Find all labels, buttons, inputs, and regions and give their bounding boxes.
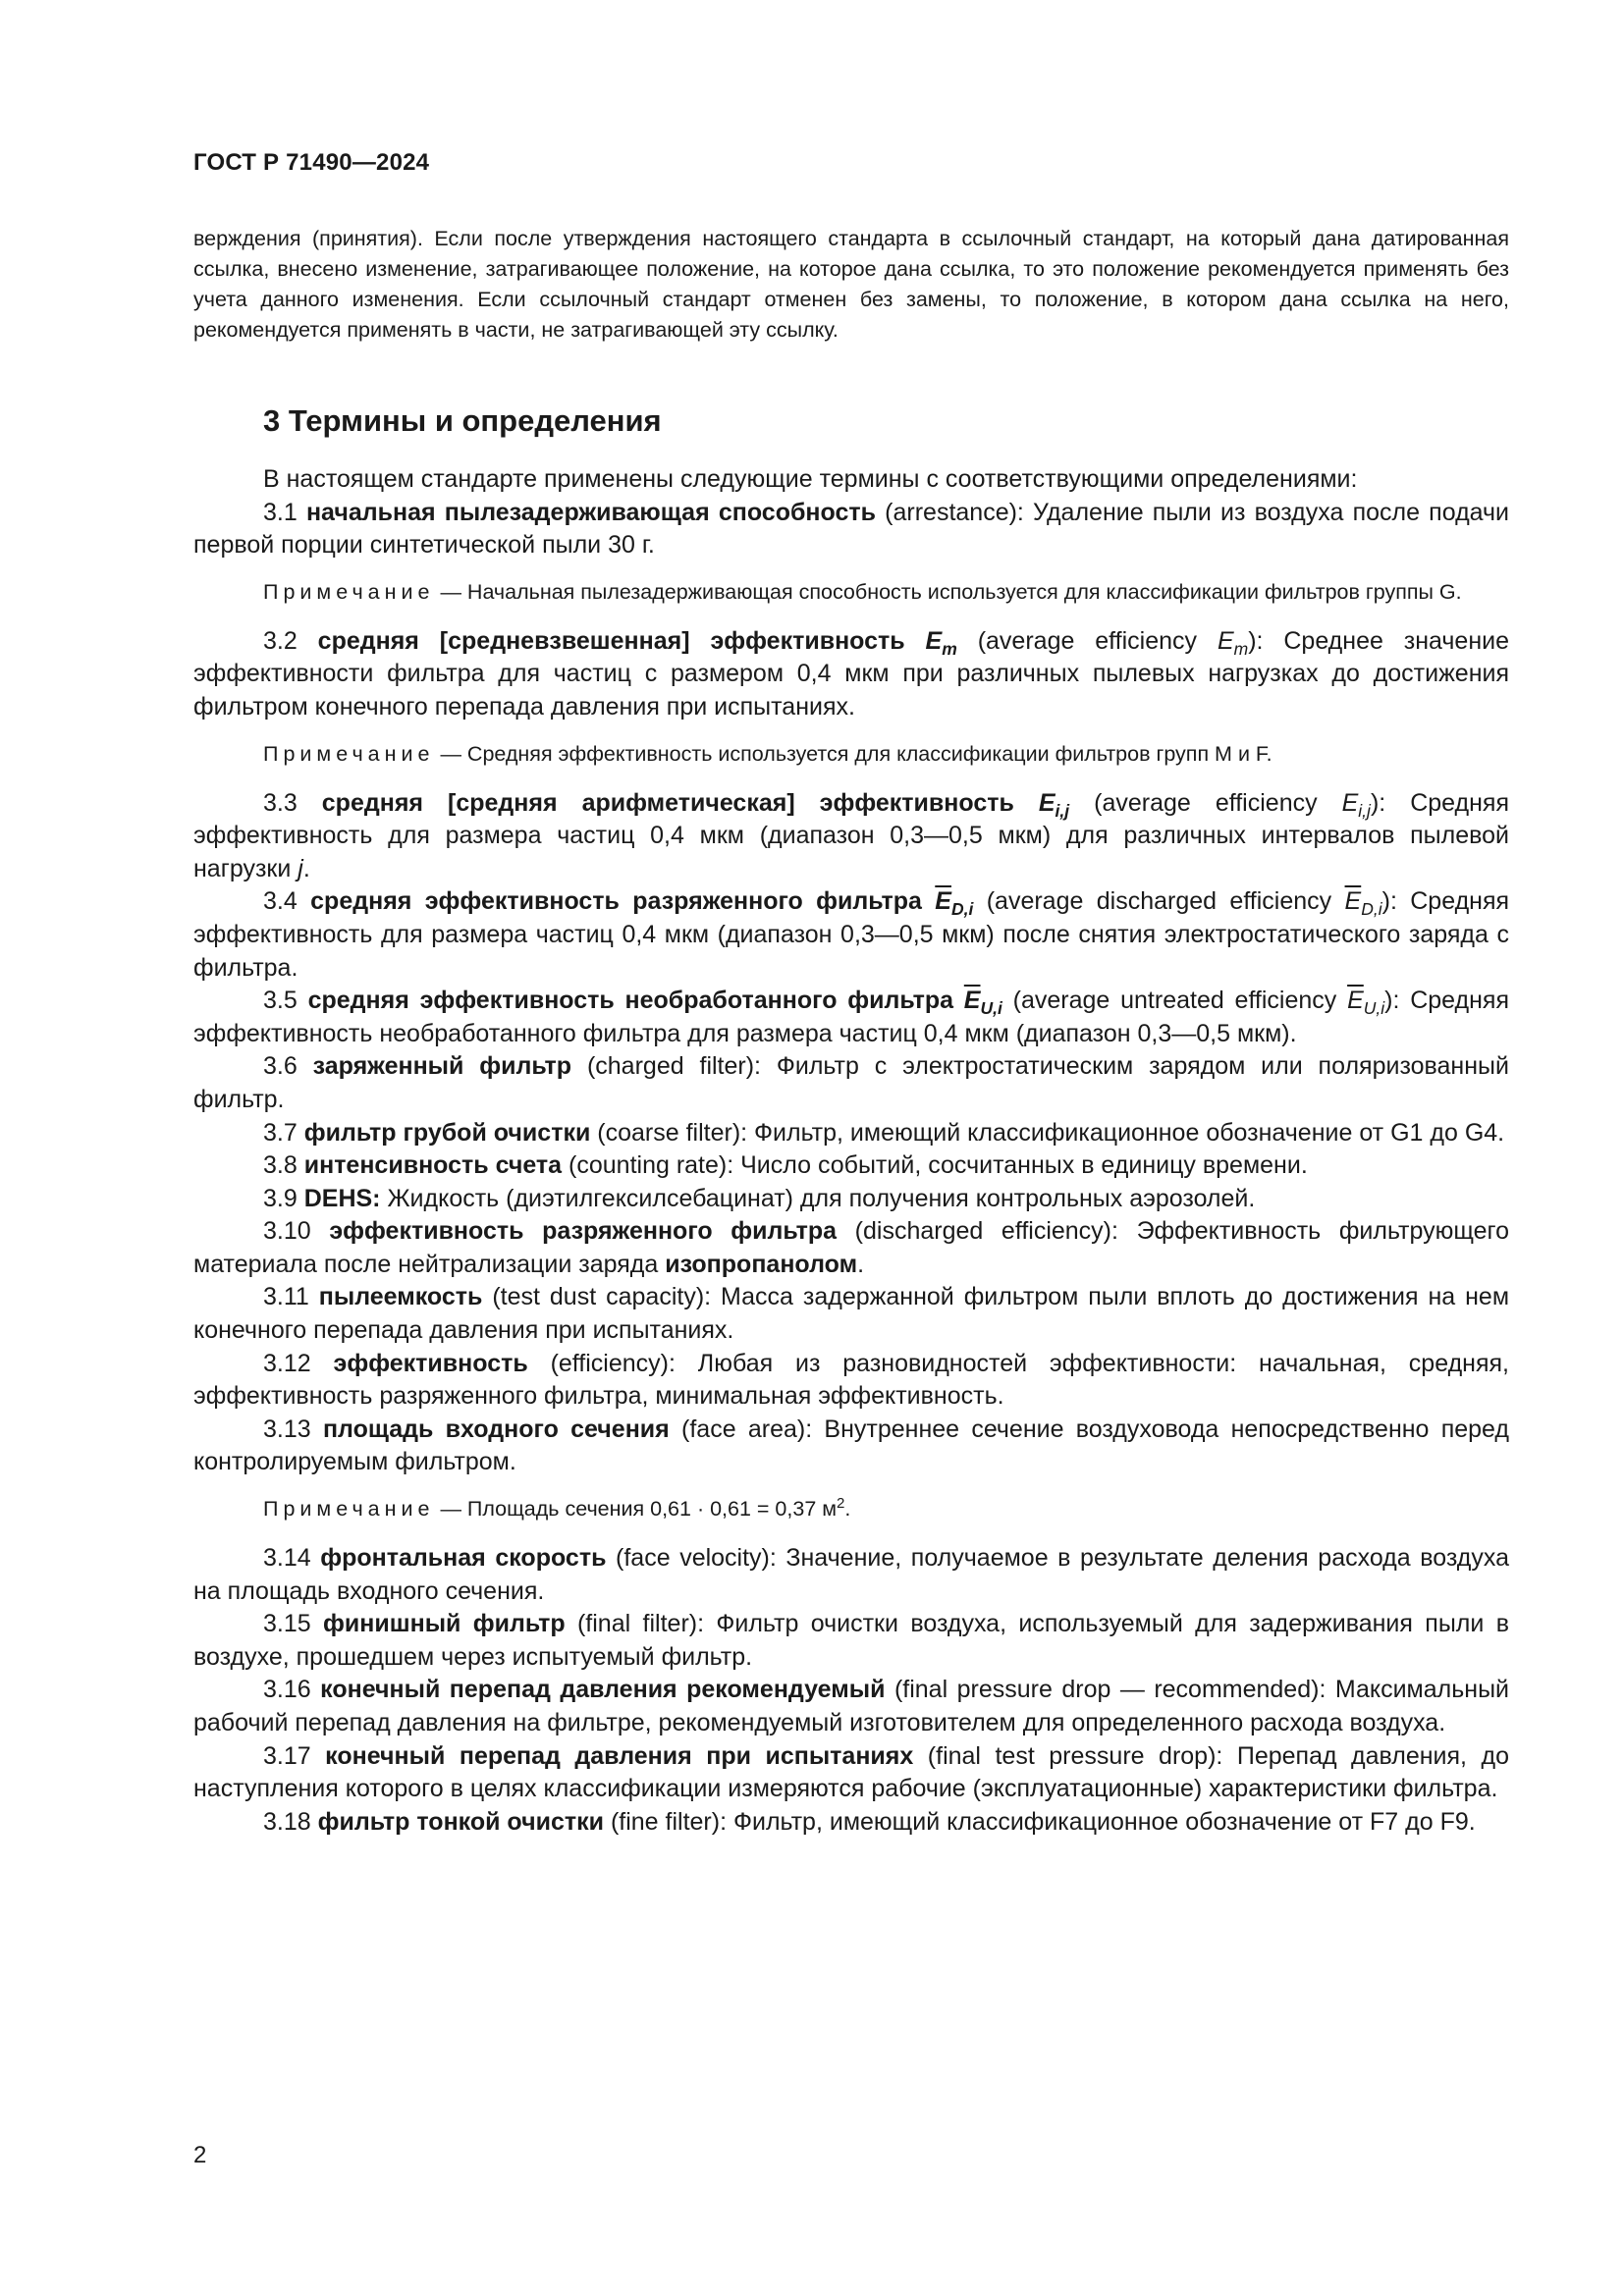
term-number: 3.15 — [263, 1610, 311, 1638]
term-name: фронтальная скорость — [320, 1544, 607, 1573]
term-number: 3.8 — [263, 1151, 298, 1180]
term-3-16 — [193, 1674, 1509, 1739]
term-definition-a: (average untreated efficiency — [1012, 987, 1337, 1015]
term-symbol — [935, 887, 974, 920]
symbol-subscript: D,i — [950, 899, 974, 920]
term-3-9 — [193, 1183, 1509, 1216]
note-end: . — [844, 1497, 851, 1522]
term-3-13 — [193, 1414, 1509, 1479]
term-number: 3.5 — [263, 987, 298, 1015]
term-number: 3.9 — [263, 1184, 298, 1212]
term-name: эффективность разряженного фильтра — [329, 1217, 838, 1246]
term-3-17 — [193, 1740, 1509, 1806]
term-number: 3.14 — [263, 1544, 311, 1573]
term-definition: (face velocity): Значение, получаемое в результате деления расхода воздуха на площадь входного сечения. — [193, 1544, 1510, 1605]
symbol-letter: E — [925, 626, 943, 655]
term-3-3 — [193, 787, 1509, 886]
section-lead: В настоящем стандарте применены следующие термины с соответствующими определениями: — [263, 465, 1358, 493]
term-3-15 — [193, 1608, 1509, 1674]
note-label: Примечание — [263, 741, 435, 766]
document-header: ГОСТ Р 71490—2024 — [193, 149, 430, 176]
term-name: средняя эффективность необработанного фильтра — [307, 987, 953, 1015]
note-superscript: 2 — [837, 1494, 845, 1512]
term-symbol-inline — [1341, 788, 1371, 821]
term-definition: (face area): Внутреннее сечение воздуховода непосредственно перед контролируемым фильтром. — [193, 1415, 1509, 1476]
page-number: 2 — [193, 2142, 207, 2168]
term-variable: j — [298, 854, 303, 882]
intro-paragraph: верждения (принятия). Если после утверждения настоящего стандарта в ссылочный стандарт, на который дана датированная ссылка, внесено изменение, затрагивающее положение, на которое дана ссылка, то это положение рекомендуется применять без учета данного изменения. Если ссылочный стандарт отменен без замены, то положение, в котором дана ссылка на него, рекомендуется применять в части, не затрагивающей эту ссылку. — [193, 227, 1509, 342]
term-name: средняя эффективность разряженного фильтра — [310, 887, 922, 916]
note-3-2 — [193, 739, 1509, 770]
term-3-2 — [193, 625, 1509, 724]
symbol-subscript: i,j — [1358, 800, 1371, 821]
term-3-11 — [193, 1281, 1509, 1347]
term-number: 3.11 — [263, 1283, 309, 1311]
term-symbol-inline — [1344, 887, 1382, 920]
term-definition: Жидкость (диэтилгексилсебацинат) для получения контрольных аэрозолей. — [387, 1184, 1256, 1212]
term-definition-b: ): Средняя эффективность необработанного фильтра для размера частиц 0,4 мкм (диапазон 0,3—0,5 мкм). — [193, 987, 1510, 1047]
term-definition: (final pressure drop — recommended): Максимальный рабочий перепад давления на фильтре, рекомендуемый изготовителем для определенного расхода воздуха. — [193, 1676, 1509, 1736]
term-name: эффективность — [333, 1349, 528, 1377]
term-definition: (counting rate): Число событий, сосчитанных в единицу времени. — [568, 1151, 1308, 1180]
symbol-letter: $\overline{E}$ — [1347, 987, 1364, 1015]
symbol-subscript: D,i — [1361, 899, 1382, 920]
term-definition-a: (average efficiency — [977, 626, 1198, 655]
note-text: — Средняя эффективность используется для классификации фильтров групп М и F. — [440, 741, 1272, 766]
term-definition-a: (average efficiency — [1094, 788, 1318, 817]
term-end: . — [857, 1250, 865, 1278]
symbol-letter: E — [1038, 788, 1056, 817]
term-number: 3.4 — [263, 887, 298, 916]
section-title: 3 Термины и определения — [263, 403, 662, 438]
term-definition: (final test pressure drop): Перепад давления, до наступления которого в целях классификации измеряются рабочие (эксплуатационные) характеристики фильтра. — [193, 1741, 1509, 1803]
term-3-4 — [193, 885, 1509, 985]
term-name: фильтр тонкой очистки — [317, 1807, 604, 1836]
symbol-subscript: i,j — [1055, 800, 1070, 821]
term-name: средняя [средняя арифметическая] эффективность — [321, 788, 1014, 817]
term-3-5 — [193, 985, 1509, 1050]
term-3-14 — [193, 1542, 1509, 1608]
term-name: пылеемкость — [318, 1283, 483, 1311]
term-symbol-inline — [1347, 987, 1385, 1019]
term-number: 3.2 — [263, 626, 298, 655]
term-number: 3.16 — [263, 1676, 311, 1704]
term-definition: (test dust capacity): Масса задержанной фильтром пыли вплоть до достижения на нем конечного перепада давления при испытаниях. — [193, 1283, 1510, 1345]
term-name: конечный перепад давления при испытаниях — [325, 1741, 914, 1770]
term-number: 3.10 — [263, 1217, 311, 1246]
term-number: 3.1 — [263, 498, 298, 526]
term-number: 3.17 — [263, 1741, 311, 1770]
symbol-subscript: U,i — [980, 998, 1002, 1019]
term-name: площадь входного сечения — [322, 1415, 670, 1443]
term-3-10 — [193, 1215, 1509, 1281]
term-name: DEHS: — [303, 1184, 381, 1212]
note-label: Примечание — [263, 579, 435, 604]
term-name: интенсивность счета — [303, 1151, 563, 1180]
term-name: средняя [средневзвешенная] эффективность — [317, 626, 905, 655]
symbol-letter: $\overline{E}$ — [1344, 887, 1362, 916]
term-definition: (efficiency): Любая из разновидностей эффективности: начальная, средняя, эффективность разряженного фильтра, минимальная эффективность. — [193, 1349, 1509, 1411]
symbol-letter: $\overline{E}$ — [963, 987, 981, 1015]
term-3-18 — [193, 1806, 1509, 1840]
term-symbol — [925, 626, 957, 659]
symbol-letter: $\overline{E}$ — [935, 887, 951, 916]
term-definition: (discharged efficiency): Эффективность фильтрующего материала после нейтрализации заряда — [193, 1217, 1510, 1278]
term-name-secondary: изопропанолом — [665, 1250, 858, 1278]
term-definition: (final filter): Фильтр очистки воздуха, используемый для задерживания пыли в воздухе, прошедшем через испытуемый фильтр. — [193, 1610, 1509, 1671]
symbol-letter: E — [1217, 626, 1234, 655]
term-3-1 — [193, 497, 1509, 562]
symbol-subscript: m — [1233, 638, 1249, 659]
term-definition-b: ): Средняя эффективность для размера частиц 0,4 мкм (диапазон 0,3—0,5 мкм) для различных интервалов пылевой нагрузки — [193, 788, 1509, 882]
term-3-8 — [193, 1149, 1509, 1183]
term-symbol — [1038, 788, 1070, 821]
term-definition: (coarse filter): Фильтр, имеющий классификационное обозначение от G1 до G4. — [597, 1118, 1505, 1147]
term-definition-b: ): Среднее значение эффективности фильтра для частиц с размером 0,4 мкм при различных пылевых нагрузках до достижения фильтром конечного перепада давления при испытаниях. — [193, 626, 1510, 721]
terms-body — [193, 463, 1509, 1839]
note-3-1 — [193, 577, 1509, 608]
term-number: 3.7 — [263, 1118, 298, 1147]
term-symbol-inline — [1217, 626, 1249, 659]
note-text: — Начальная пылезадерживающая способность используется для классификации фильтров группы G. — [440, 579, 1462, 604]
symbol-subscript: U,i — [1363, 998, 1385, 1019]
term-definition: (charged filter): Фильтр с электростатическим зарядом или поляризованный фильтр. — [193, 1052, 1509, 1113]
term-number: 3.6 — [263, 1052, 298, 1081]
term-number: 3.12 — [263, 1349, 311, 1377]
note-label: Примечание — [263, 1497, 435, 1522]
note-3-13 — [193, 1494, 1509, 1524]
term-name: начальная пылезадерживающая способность — [305, 498, 876, 526]
term-definition-b: ): Средняя эффективность для размера частиц 0,4 мкм (диапазон 0,3—0,5 мкм) после снятия электростатического заряда с фильтра. — [193, 887, 1510, 982]
note-text: — Площадь сечения 0,61 · 0,61 = 0,37 м — [440, 1497, 838, 1522]
term-definition: (arrestance): Удаление пыли из воздуха после подачи первой порции синтетической пыли 30 г. — [193, 498, 1509, 560]
term-number: 3.13 — [263, 1415, 311, 1443]
term-3-12 — [193, 1348, 1509, 1414]
symbol-subscript: m — [942, 638, 957, 659]
term-number: 3.18 — [263, 1807, 311, 1836]
term-name: конечный перепад давления рекомендуемый — [320, 1676, 886, 1704]
term-name: финишный фильтр — [323, 1610, 566, 1638]
term-definition-a: (average discharged efficiency — [986, 887, 1332, 916]
term-name: фильтр грубой очистки — [303, 1118, 591, 1147]
term-3-7 — [193, 1117, 1509, 1150]
term-number: 3.3 — [263, 788, 298, 817]
term-3-6 — [193, 1050, 1509, 1116]
term-name: заряженный фильтр — [312, 1052, 572, 1081]
symbol-letter: E — [1341, 788, 1359, 817]
term-end: . — [302, 854, 310, 882]
term-definition: (fine filter): Фильтр, имеющий классификационное обозначение от F7 до F9. — [610, 1807, 1476, 1836]
term-symbol — [963, 987, 1002, 1019]
